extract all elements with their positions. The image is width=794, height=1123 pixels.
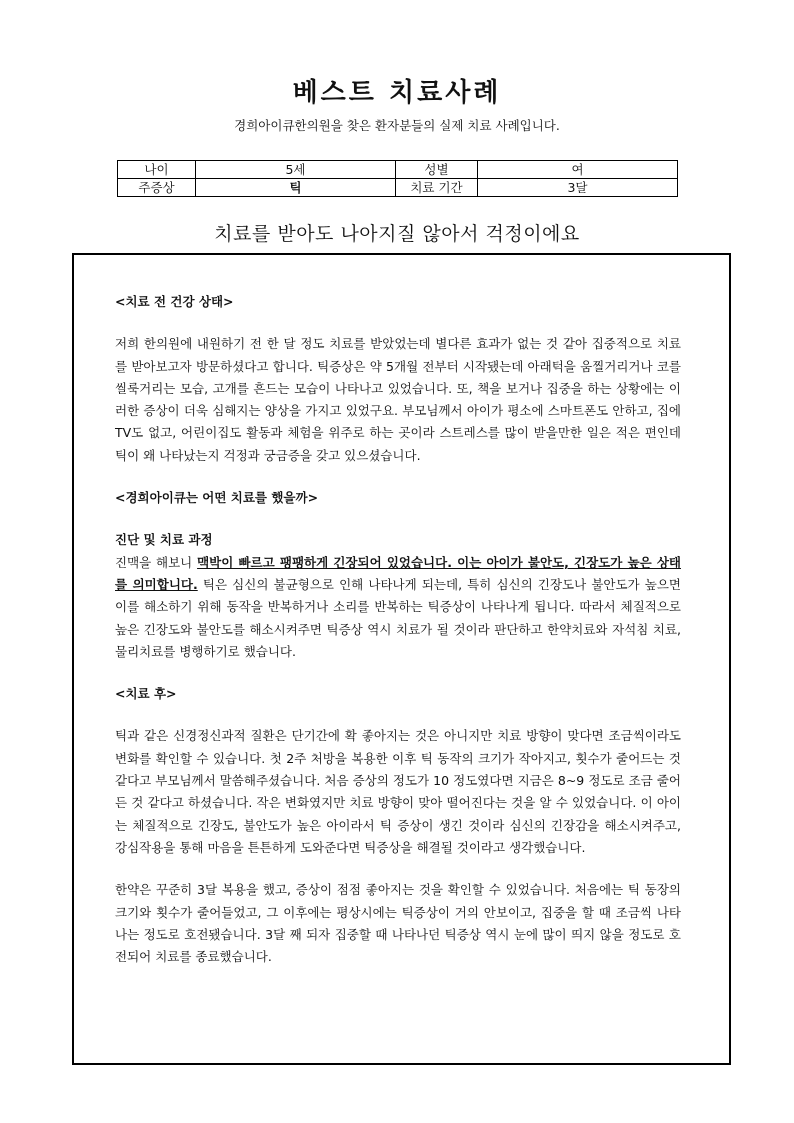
patient-info-table (117, 160, 678, 197)
case-headline: 치료를 받아도 나아지질 않아서 걱정이에요 (214, 223, 580, 245)
page-subtitle: 경희아이큐한의원을 찾은 환자분들의 실제 치료 사례입니다. (234, 118, 560, 133)
after-section-title: <치료 후> (115, 686, 177, 702)
diagnosis-emphasis: 맥박이 빠르고 팽팽하게 긴장되어 있었습니다. 이는 아이가 불안도, 긴장도가 높은 상태를 의미합니다. (115, 554, 681, 592)
gender-label: 성별 (396, 161, 478, 179)
after-section-text-2: 한약은 꾸준히 3달 복용을 했고, 증상이 점점 좋아지는 것을 확인할 수 있었습니다. 처음에는 틱 동장의 크기와 횟수가 줄어들었고, 그 이후에는 평상시에는 틱증상이 거의 안보이고, 집중을 할 때 조금씩 나타나는 정도로 호전됐습니다. 3달 째 되자 집중할 때 나타나던 틱증상 역시 눈에 많이 띄지 않을 정도로 호전되어 치료를 종료했습니다. (115, 882, 681, 965)
before-section-title: <치료 전 건강 상태> (115, 294, 234, 309)
before-section-text: 저희 한의원에 내원하기 전 한 달 정도 치료를 받았었는데 별다른 효과가 없는 것 같아 집중적으로 치료를 받아보고자 방문하셨다고 합니다. 틱증상은 약 5개월 전부터 시작됐는데 아래턱을 움찔거리거나 코를 씰룩거리는 모습, 고개를 흔드는 모습이 나타나고 있었습니다. 또, 책을 보거나 집중을 하는 상황에는 이러한 증상이 더욱 심해지는 양상을 가지고 있었구요. 부모님께서 아이가 평소에 스마트폰도 안하고, 집에 TV도 없고, 어린이집도 활동과 체험을 위주로 하는 곳이라 스트레스를 많이 받을만한 일은 적은 편인데 틱이 왜 나타났는지 걱정과 궁금증을 갖고 있으셨습니다. (115, 336, 681, 463)
period-value: 3달 (478, 179, 678, 197)
symptom-value: 틱 (196, 179, 396, 197)
case-content-box (72, 253, 731, 1065)
diagnosis-text-pre: 진맥을 해보니 (115, 554, 198, 570)
table-row (118, 179, 678, 197)
gender-value: 여 (478, 161, 678, 179)
diagnosis-text-post: 틱은 심신의 불균형으로 인해 나타나게 되는데, 특히 심신의 긴장도나 불안도가 높으면 이를 해소하기 위해 동작을 반복하거나 소리를 반복하는 틱증상이 나타나게 됩니다. 따라서 체질적으로 높은 긴장도와 불안도를 해소시켜주면 틱증상 역시 치료가 될 것이라 판단하고 한약치료와 자석침 치료, 물리치료를 병행하기로 했습니다. (115, 576, 681, 659)
case-content (115, 291, 681, 968)
diagnosis-text (115, 552, 681, 663)
table-row (118, 161, 678, 179)
symptom-label: 주증상 (118, 179, 196, 197)
treatment-section-title: <경희아이큐는 어떤 치료를 했을까> (115, 490, 319, 506)
period-label: 치료 기간 (396, 179, 478, 197)
diagnosis-subtitle: 진단 및 치료 과정 (115, 532, 213, 548)
age-value: 5세 (196, 161, 396, 179)
after-section-text-1: 틱과 같은 신경정신과적 질환은 단기간에 확 좋아지는 것은 아니지만 치료 방향이 맞다면 조금씩이라도 변화를 확인할 수 있습니다. 첫 2주 처방을 복용한 이후 틱 동작의 크기가 작아지고, 횟수가 줄어드는 것 같다고 부모님께서 말씀해주셨습니다. 처음 증상의 정도가 10 정도였다면 지금은 8~9 정도로 조금 줄어든 것 같다고 하셨습니다. 작은 변화였지만 치료 방향이 맞아 떨어진다는 것을 알 수 있었습니다. 이 아이는 체질적으로 긴장도, 불안도가 높은 아이라서 틱 증상이 생긴 것이라 심신의 긴장감을 해소시켜주고, 강심작용을 통해 마음을 튼튼하게 도와준다면 틱증상을 해결될 것이라고 생각했습니다. (115, 728, 681, 855)
age-label: 나이 (118, 161, 196, 179)
page-title: 베스트 치료사례 (292, 78, 502, 108)
